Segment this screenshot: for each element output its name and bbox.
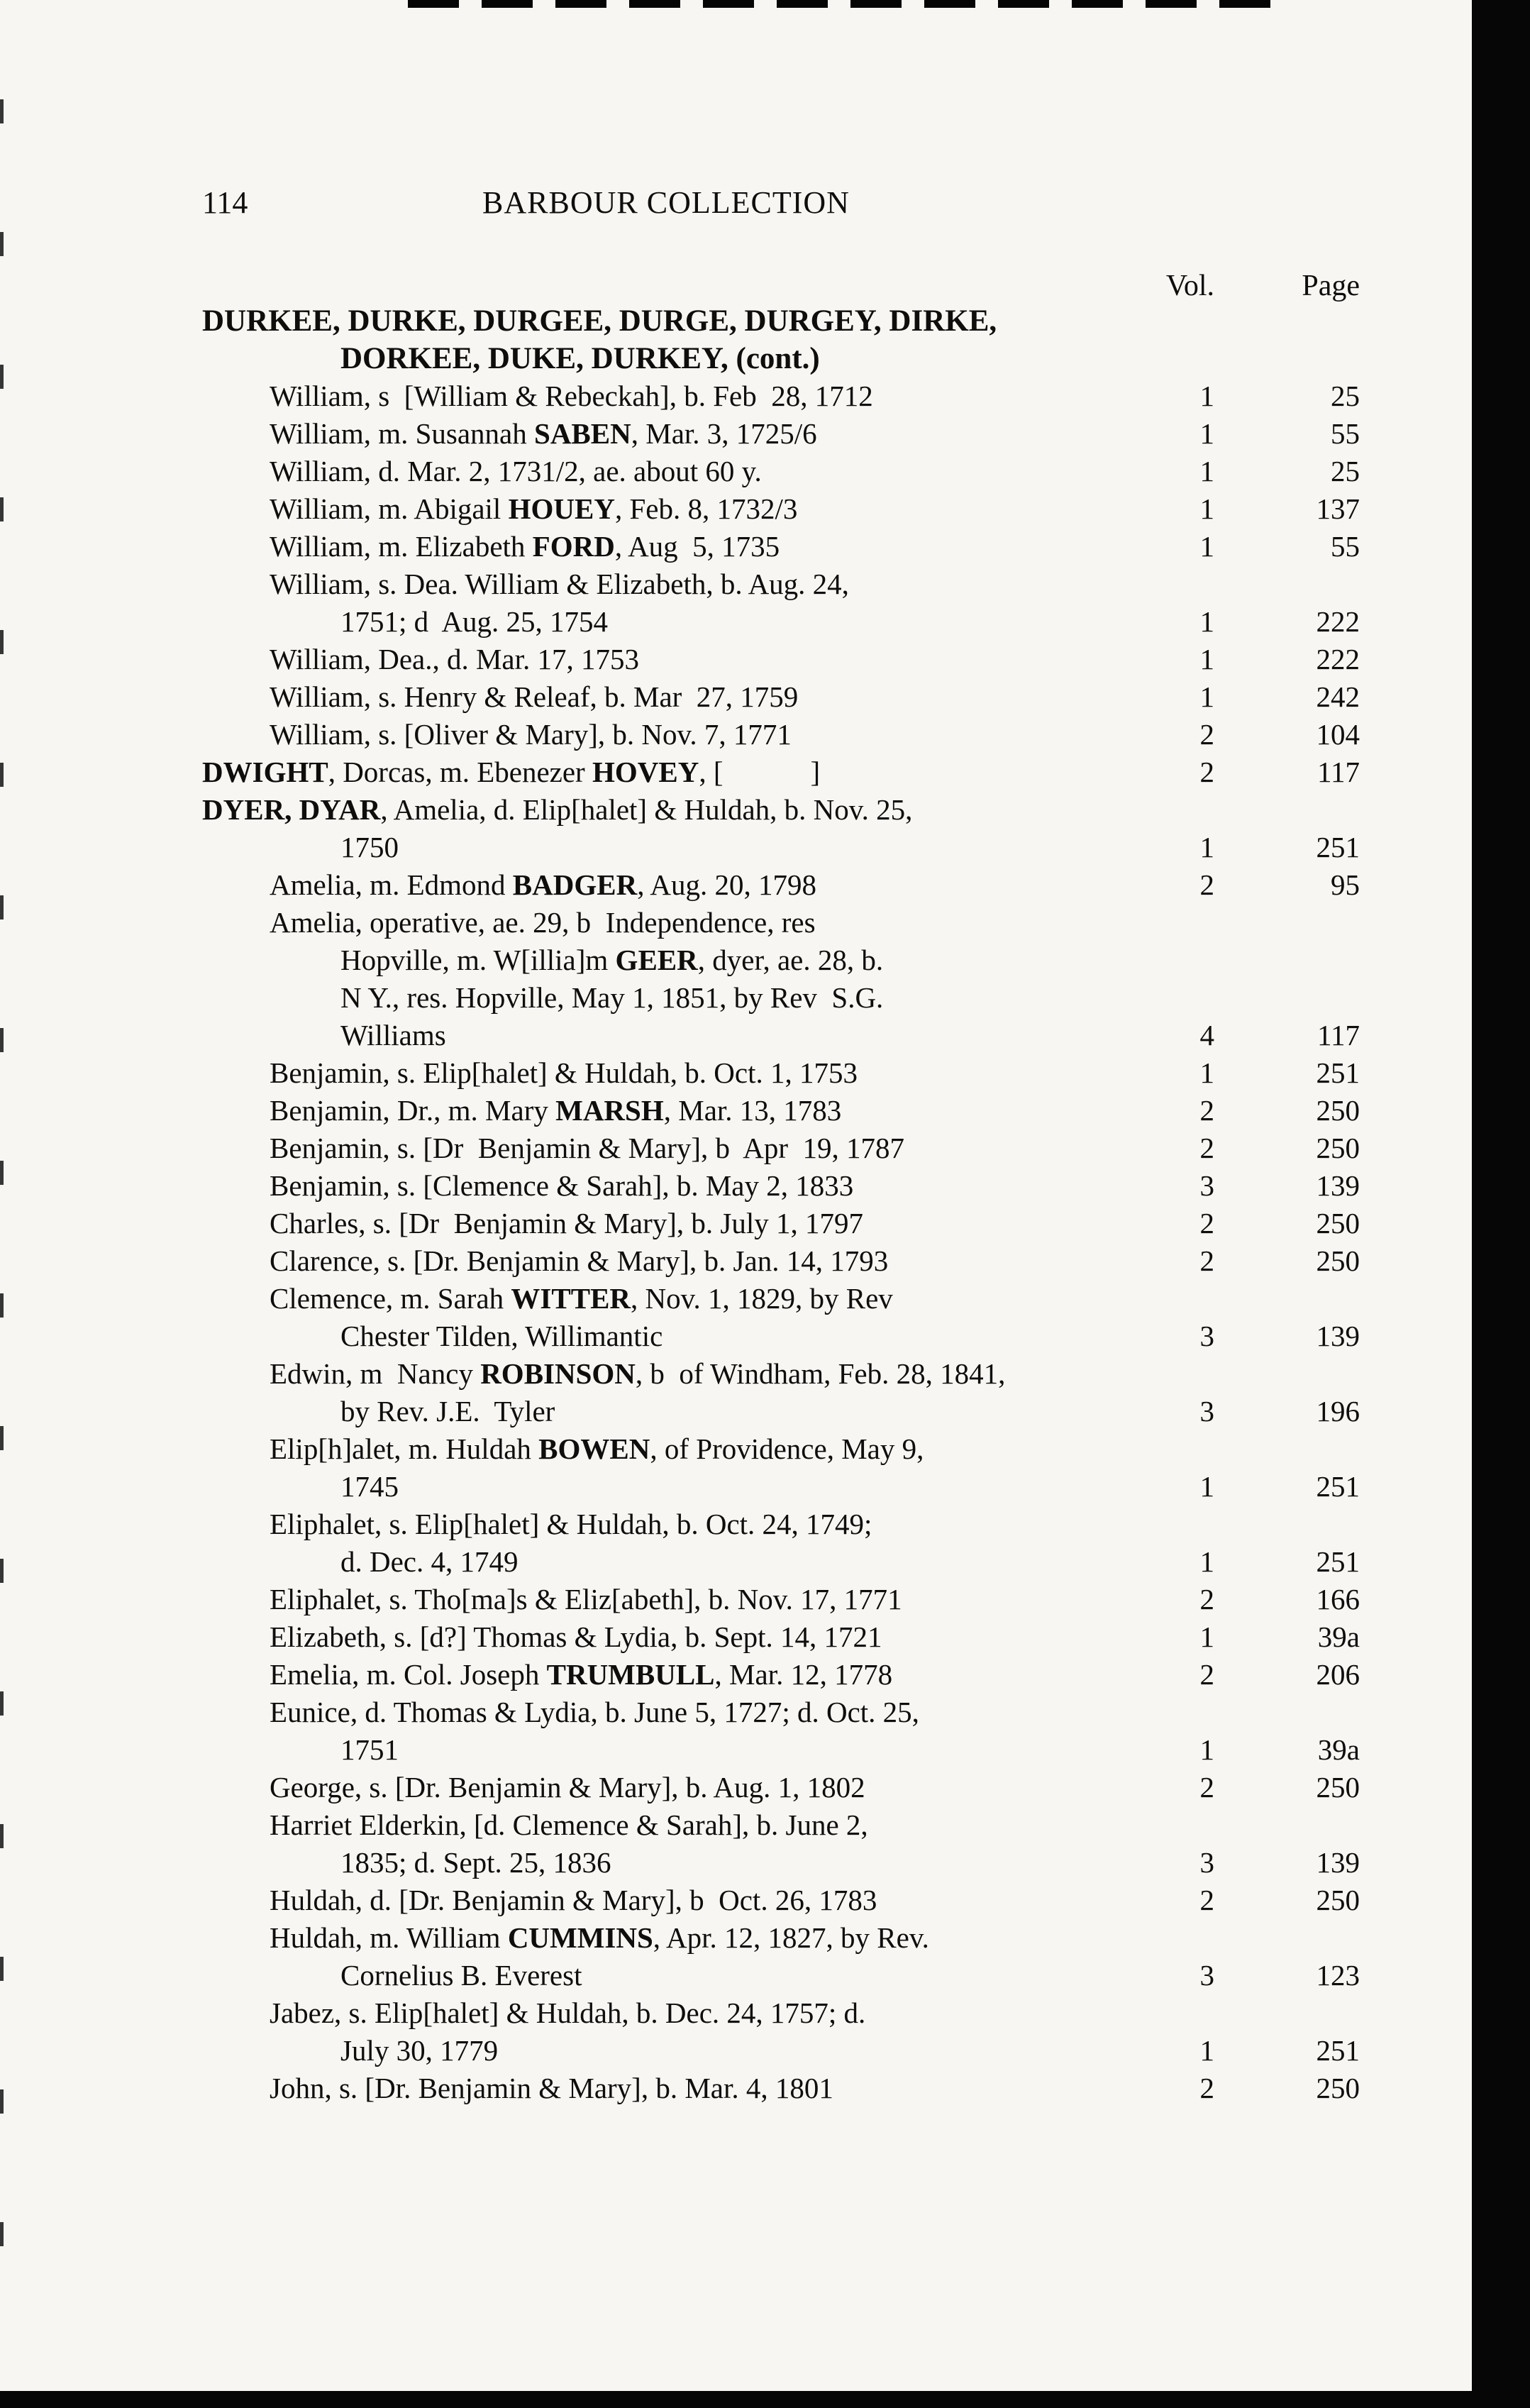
vol-number: 2 [1199,1583,1214,1616]
page-number: 250 [1316,1244,1360,1277]
page-number: 139 [1316,1169,1360,1202]
record-text: Jabez, s. Elip[halet] & Huldah, b. Dec. 24, 1757; d. [270,1996,866,2029]
vol-number: 2 [1199,1207,1214,1239]
record-text: William, s. Henry & Releaf, b. Mar 27, 1759 [270,680,799,713]
page-number: 166 [1316,1583,1360,1616]
page-number: 250 [1316,1132,1360,1164]
record-text: 1751; d Aug. 25, 1754 [340,605,608,638]
record-row [0,1430,1472,1468]
vol-number: 3 [1199,1169,1214,1202]
page-number: 39a [1317,1733,1360,1766]
record-row [0,866,1472,904]
page-number: 55 [1331,530,1360,563]
record-row [0,941,1472,979]
vol-number: 1 [1199,530,1214,563]
record-row [0,904,1472,941]
record-row [0,1769,1472,1806]
record-row [0,791,1472,829]
vol-number: 3 [1199,1395,1214,1427]
book-title: BARBOUR COLLECTION [482,185,850,220]
page-number: 250 [1316,1207,1360,1239]
record-row [0,1205,1472,1242]
vol-number: 3 [1199,1846,1214,1879]
record-text: DYER, DYAR, Amelia, d. Elip[halet] & Huldah, b. Nov. 25, [202,793,913,826]
vol-number: 1 [1199,2034,1214,2067]
record-text: William, m. Susannah SABEN, Mar. 3, 1725/6 [270,417,817,450]
record-text: Benjamin, s. [Dr Benjamin & Mary], b Apr 19, 1787 [270,1132,905,1164]
vol-number: 1 [1199,1056,1214,1089]
record-text: Benjamin, Dr., m. Mary MARSH, Mar. 13, 1783 [270,1094,842,1127]
record-row [0,1506,1472,1543]
record-text: 1835; d. Sept. 25, 1836 [340,1846,611,1879]
vol-number: 2 [1199,1244,1214,1277]
vol-number: 1 [1199,643,1214,675]
record-text: DURKEE, DURKE, DURGEE, DURGE, DURGEY, DIRKE, [202,304,997,338]
record-text: DWIGHT, Dorcas, m. Ebenezer HOVEY, [ ] [202,756,821,788]
page-number: 242 [1316,680,1360,713]
vol-number: 1 [1199,1620,1214,1653]
record-row [0,678,1472,716]
record-text: William, s. [Oliver & Mary], b. Nov. 7, 1771 [270,718,792,751]
page-number: 251 [1316,1545,1360,1578]
record-text: July 30, 1779 [340,2034,499,2067]
record-text: 1751 [340,1733,399,1766]
vol-number: 2 [1199,868,1214,901]
record-row [0,1130,1472,1167]
page-number: 250 [1316,1884,1360,1916]
page-number: 55 [1331,417,1360,450]
vol-number: 1 [1199,455,1214,487]
scan-artifact-top-edge [408,0,1273,8]
record-text: 1750 [340,831,399,863]
vol-column-header: Vol. [1165,270,1214,302]
record-row [0,2032,1472,2070]
vol-number: 1 [1199,380,1214,412]
record-text: N Y., res. Hopville, May 1, 1851, by Rev S.G. [340,981,884,1014]
record-row [0,1017,1472,1054]
page-number: 137 [1316,492,1360,525]
page-number: 123 [1316,1959,1360,1992]
page-number: 95 [1331,868,1360,901]
surname-heading-row [0,302,1472,340]
page-number: 25 [1331,455,1360,487]
page-number: 104 [1316,718,1360,751]
record-row [0,1280,1472,1318]
record-text: Huldah, m. William CUMMINS, Apr. 12, 1827, by Rev. [270,1921,929,1954]
vol-number: 1 [1199,680,1214,713]
page-number: 250 [1316,1094,1360,1127]
record-row [0,1957,1472,1994]
record-text: William, s [William & Rebeckah], b. Feb 28, 1712 [270,380,873,412]
record-row [0,453,1472,490]
vol-number: 4 [1199,1019,1214,1051]
record-row [0,377,1472,415]
record-text: Harriet Elderkin, [d. Clemence & Sarah], b. June 2, [270,1808,868,1841]
vol-number: 1 [1199,831,1214,863]
record-row [0,1468,1472,1506]
record-text: William, s. Dea. William & Elizabeth, b. Aug. 24, [270,568,849,600]
record-text: Hopville, m. W[illia]m GEER, dyer, ae. 28, b. [340,944,884,976]
vol-number: 1 [1199,417,1214,450]
record-row [0,716,1472,753]
page-number: 250 [1316,1771,1360,1804]
vol-number: 2 [1199,718,1214,751]
record-row [0,1242,1472,1280]
record-text: Edwin, m Nancy ROBINSON, b of Windham, Feb. 28, 1841, [270,1357,1006,1390]
record-row [0,1054,1472,1092]
record-text: Benjamin, s. Elip[halet] & Huldah, b. Oct. 1, 1753 [270,1056,858,1089]
record-row [0,1318,1472,1355]
page-number: 251 [1316,1470,1360,1503]
page-number: 251 [1316,831,1360,863]
page-number: 250 [1316,2072,1360,2104]
page-number: 117 [1317,756,1360,788]
vol-number: 1 [1199,1545,1214,1578]
record-row [0,1731,1472,1769]
vol-number: 2 [1199,2072,1214,2104]
page-number: 251 [1316,1056,1360,1089]
vol-number: 1 [1199,605,1214,638]
record-text: William, m. Elizabeth FORD, Aug 5, 1735 [270,530,780,563]
record-text: DORKEE, DUKE, DURKEY, (cont.) [340,342,820,375]
record-text: Charles, s. [Dr Benjamin & Mary], b. July 1, 1797 [270,1207,863,1239]
scan-black-band-right [1472,0,1530,2408]
record-text: Amelia, operative, ae. 29, b Independence, res [270,906,816,939]
vol-number: 2 [1199,756,1214,788]
record-row [0,2070,1472,2107]
page-number: 139 [1316,1846,1360,1879]
record-row [0,1694,1472,1731]
record-text: Williams [340,1019,446,1051]
record-text: Amelia, m. Edmond BADGER, Aug. 20, 1798 [270,868,817,901]
vol-number: 2 [1199,1658,1214,1691]
record-row [0,1919,1472,1957]
record-text: Eliphalet, s. Elip[halet] & Huldah, b. Oct. 24, 1749; [270,1508,872,1540]
record-text: Eunice, d. Thomas & Lydia, b. June 5, 1727; d. Oct. 25, [270,1696,919,1728]
record-text: John, s. [Dr. Benjamin & Mary], b. Mar. 4, 1801 [270,2072,833,2104]
record-text: 1745 [340,1470,399,1503]
record-row [0,753,1472,791]
record-row [0,1355,1472,1393]
record-text: by Rev. J.E. Tyler [340,1395,555,1427]
record-row [0,1656,1472,1694]
page-number: 251 [1316,2034,1360,2067]
surname-heading-row [0,340,1472,377]
vol-number: 3 [1199,1320,1214,1352]
scan-artifact-left-edge [0,99,4,2334]
running-head [0,186,1472,228]
page-number: 222 [1316,605,1360,638]
page-number: 196 [1316,1395,1360,1427]
record-row [0,1167,1472,1205]
record-row [0,979,1472,1017]
vol-number: 2 [1199,1884,1214,1916]
record-row [0,1618,1472,1656]
record-text: Elip[h]alet, m. Huldah BOWEN, of Providence, May 9, [270,1432,924,1465]
record-text: William, Dea., d. Mar. 17, 1753 [270,643,640,675]
page-number: 39a [1317,1620,1360,1653]
vol-number: 2 [1199,1771,1214,1804]
page-number: 25 [1331,380,1360,412]
vol-number: 2 [1199,1094,1214,1127]
record-text: Elizabeth, s. [d?] Thomas & Lydia, b. Sept. 14, 1721 [270,1620,882,1653]
record-text: Benjamin, s. [Clemence & Sarah], b. May 2, 1833 [270,1169,854,1202]
record-row [0,565,1472,603]
record-row [0,1393,1472,1430]
record-text: Emelia, m. Col. Joseph TRUMBULL, Mar. 12, 1778 [270,1658,893,1691]
record-row [0,1844,1472,1882]
folio-page-number: 114 [202,185,248,220]
page-number: 139 [1316,1320,1360,1352]
record-text: Clarence, s. [Dr. Benjamin & Mary], b. Jan. 14, 1793 [270,1244,889,1277]
record-text: William, m. Abigail HOUEY, Feb. 8, 1732/3 [270,492,798,525]
vol-number: 1 [1199,1733,1214,1766]
record-list [0,302,1472,2107]
record-text: Huldah, d. [Dr. Benjamin & Mary], b Oct. 26, 1783 [270,1884,877,1916]
record-text: Cornelius B. Everest [340,1959,582,1992]
record-row [0,490,1472,528]
page-column-header: Page [1302,270,1360,302]
record-text: William, d. Mar. 2, 1731/2, ae. about 60 y. [270,455,762,487]
scan-black-band-bottom [0,2391,1530,2408]
record-text: Eliphalet, s. Tho[ma]s & Eliz[abeth], b. Nov. 17, 1771 [270,1583,902,1616]
page-number: 206 [1316,1658,1360,1691]
record-row [0,1581,1472,1618]
record-row [0,528,1472,565]
record-row [0,1882,1472,1919]
record-row [0,415,1472,453]
record-row [0,603,1472,641]
page-number: 117 [1317,1019,1360,1051]
record-text: Clemence, m. Sarah WITTER, Nov. 1, 1829, by Rev [270,1282,893,1315]
record-row [0,1806,1472,1844]
record-row [0,641,1472,678]
record-row [0,1994,1472,2032]
vol-number: 3 [1199,1959,1214,1992]
record-row [0,1092,1472,1130]
record-text: Chester Tilden, Willimantic [340,1320,663,1352]
vol-number: 2 [1199,1132,1214,1164]
record-row [0,1543,1472,1581]
page-number: 222 [1316,643,1360,675]
vol-number: 1 [1199,492,1214,525]
vol-number: 1 [1199,1470,1214,1503]
record-row [0,829,1472,866]
record-text: George, s. [Dr. Benjamin & Mary], b. Aug. 1, 1802 [270,1771,865,1804]
record-text: d. Dec. 4, 1749 [340,1545,519,1578]
